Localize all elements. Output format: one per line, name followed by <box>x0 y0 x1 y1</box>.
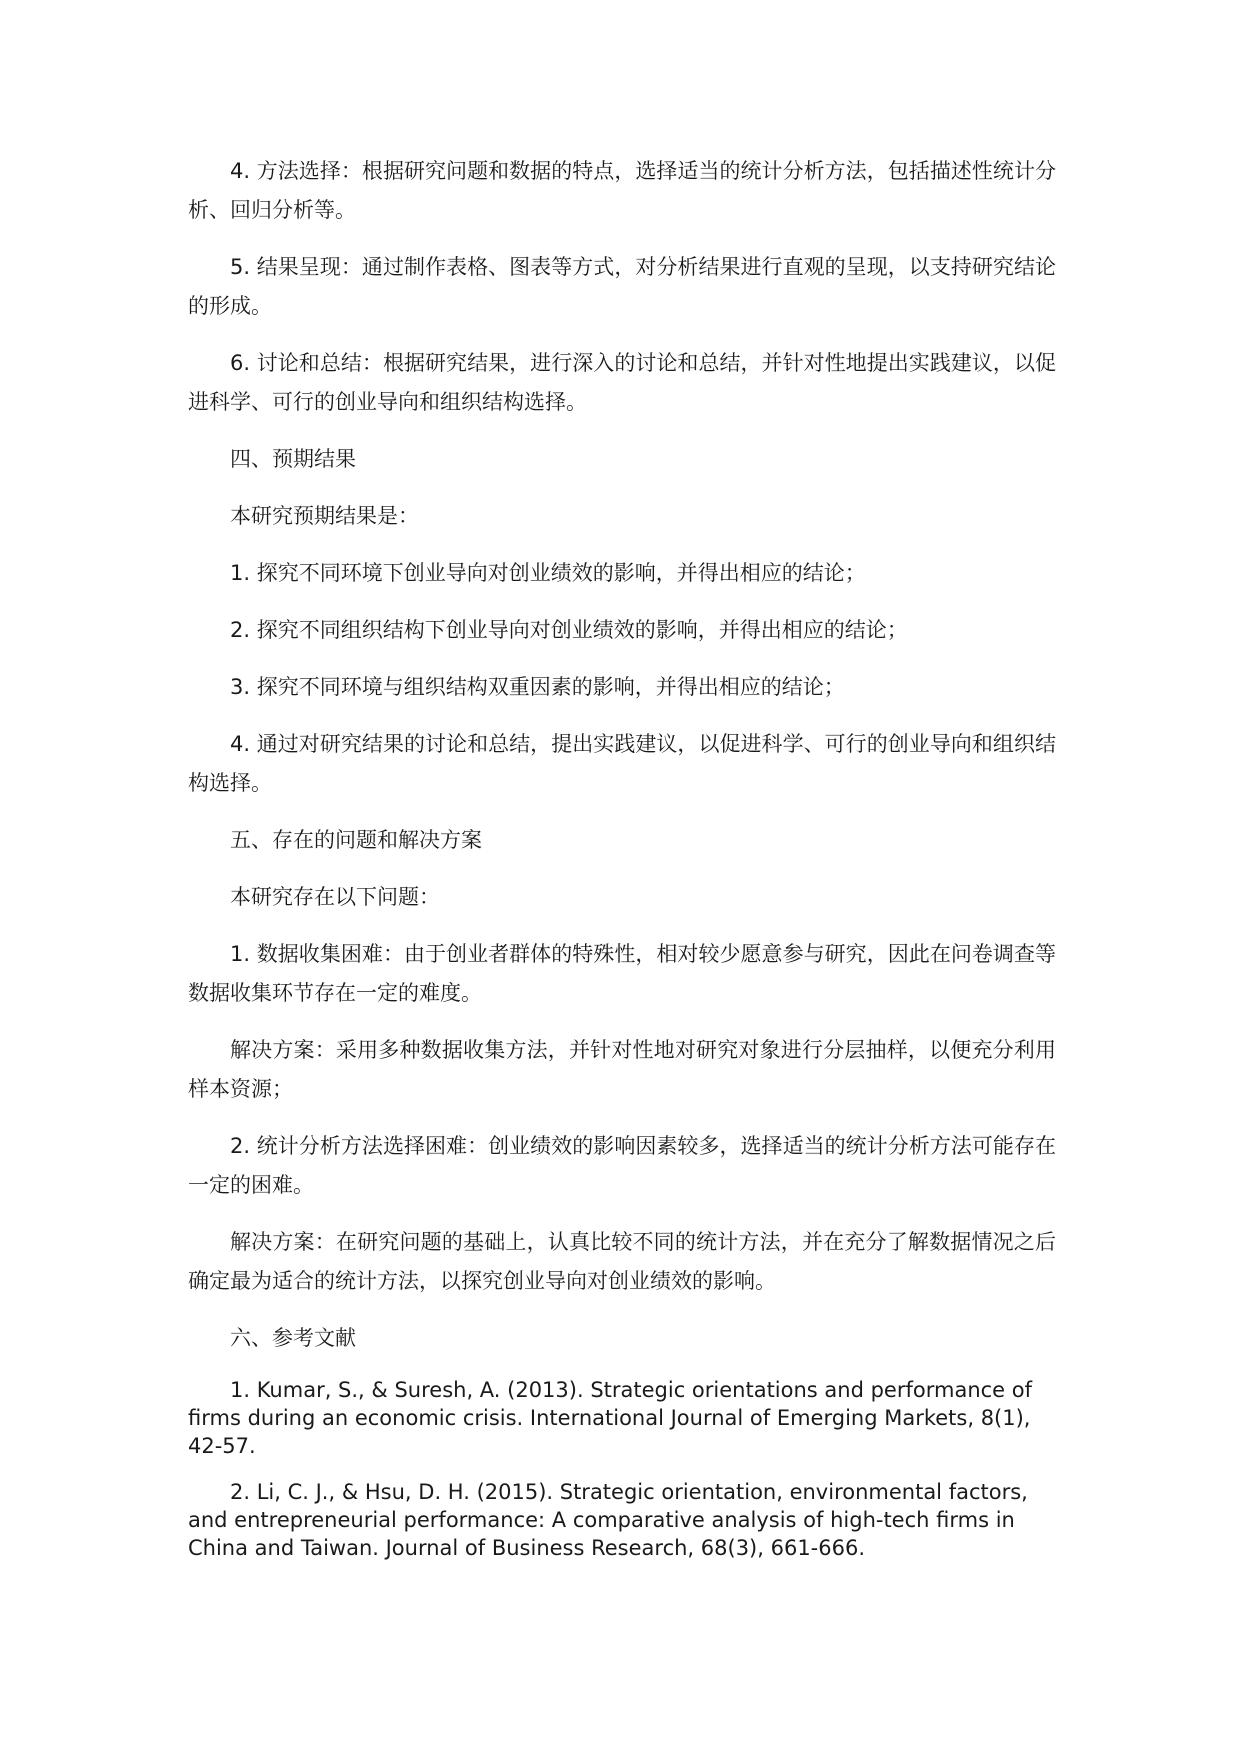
paragraph-solution-1: 解决方案：采用多种数据收集方法，并针对性地对研究对象进行分层抽样，以便充分利用样本资源； <box>188 1038 1056 1101</box>
reference-item-1: 1. Kumar, S., & Suresh, A. (2013). Strategic orientations and performance of firms during an economic crisis. International Journal of Emerging Markets, 8(1), 42-57. <box>188 1378 1033 1458</box>
paragraph-method-selection: 4. 方法选择：根据研究问题和数据的特点，选择适当的统计分析方法，包括描述性统计分析、回归分析等。 <box>188 159 1056 222</box>
list-item-expected-4: 4. 通过对研究结果的讨论和总结，提出实践建议，以促进科学、可行的创业导向和组织结构选择。 <box>188 732 1056 795</box>
paragraph-problems-intro: 本研究存在以下问题： <box>230 885 440 909</box>
paragraph-result-presentation: 5. 结果呈现：通过制作表格、图表等方式，对分析结果进行直观的呈现，以支持研究结论的形成。 <box>188 255 1056 318</box>
list-item-expected-2: 2. 探究不同组织结构下创业导向对创业绩效的影响，并得出相应的结论； <box>230 618 908 642</box>
paragraph-solution-2: 解决方案：在研究问题的基础上，认真比较不同的统计方法，并在充分了解数据情况之后确定最为适合的统计方法，以探究创业导向对创业绩效的影响。 <box>188 1230 1056 1293</box>
page-body <box>188 152 1056 1580</box>
list-item-expected-3: 3. 探究不同环境与组织结构双重因素的影响，并得出相应的结论； <box>230 675 845 699</box>
paragraph-discussion-summary: 6. 讨论和总结：根据研究结果，进行深入的讨论和总结，并针对性地提出实践建议，以促进科学、可行的创业导向和组织结构选择。 <box>188 351 1056 414</box>
paragraph-expected-intro: 本研究预期结果是： <box>230 504 419 528</box>
list-item-problem-1: 1. 数据收集困难：由于创业者群体的特殊性，相对较少愿意参与研究，因此在问卷调查等数据收集环节存在一定的难度。 <box>188 942 1056 1005</box>
section-heading-problems-solutions: 五、存在的问题和解决方案 <box>230 828 482 852</box>
section-heading-expected-results: 四、预期结果 <box>230 447 356 471</box>
section-heading-references: 六、参考文献 <box>230 1326 356 1350</box>
list-item-expected-1: 1. 探究不同环境下创业导向对创业绩效的影响，并得出相应的结论； <box>230 561 866 585</box>
reference-item-2: 2. Li, C. J., & Hsu, D. H. (2015). Strategic orientation, environmental factors, and entrepreneurial performance: A comparative analysis of high-tech firms in China and Taiwan. Journal of Business Research, 68(3), 661-666. <box>188 1480 1028 1560</box>
list-item-problem-2: 2. 统计分析方法选择困难：创业绩效的影响因素较多，选择适当的统计分析方法可能存在一定的困难。 <box>188 1134 1056 1197</box>
